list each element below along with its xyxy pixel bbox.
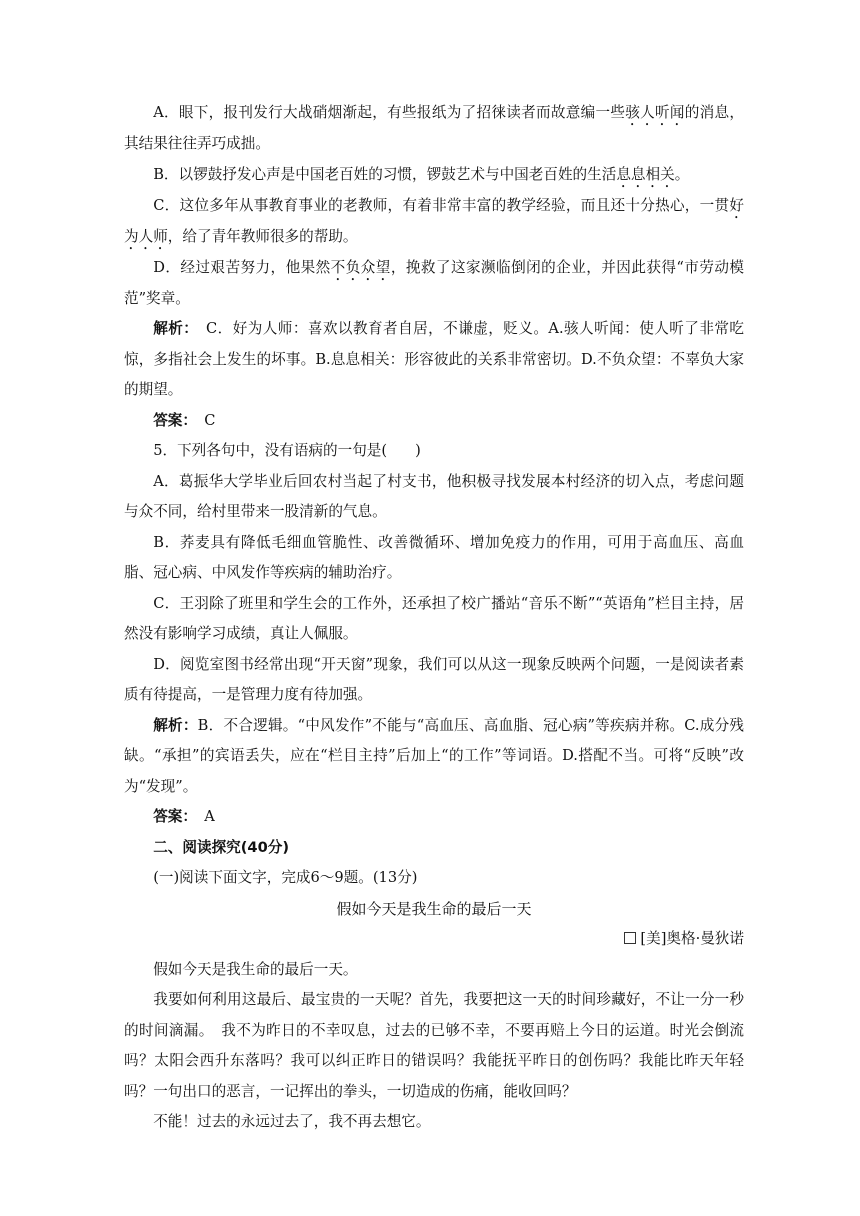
q4-option-c	[124, 191, 744, 253]
essay-paragraph-1: 假如今天是我生命的最后一天。	[153, 960, 358, 978]
option-text: ，给了青年教师很多的帮助。	[167, 227, 358, 245]
option-text: B．以锣鼓抒发心声是中国老百姓的习惯，锣鼓艺术与中国老百姓的生活	[153, 165, 617, 183]
q4-answer	[124, 406, 744, 437]
option-text: 。	[674, 165, 690, 183]
answer-value: A	[204, 808, 215, 825]
emphasized-idiom: 息息相关	[616, 165, 675, 183]
document-body	[124, 98, 744, 1138]
option-text: ，挽救了这家濒临倒闭的企业，并因此获得“市劳动模范”奖章。	[124, 258, 744, 307]
emphasized-idiom: 不负众望	[330, 258, 391, 276]
question-stem: 5．下列各句中，没有语病的一句是(	[153, 442, 388, 459]
q5-option-a: A．葛振华大学毕业后回农村当起了村支书，他积极寻找发展本村经济的切入点，考虑问题与众不同，给村里带来一股清新的气息。	[124, 472, 744, 520]
q4-option-d	[124, 253, 744, 315]
checkbox-icon	[624, 932, 636, 944]
q5-analysis	[124, 711, 744, 803]
essay-paragraph-2: 我要如何利用这最后、最宝贵的一天呢？首先，我要把这一天的时间珍藏好，不让一分一秒的时间滴漏。 我不为昨日的不幸叹息，过去的已够不幸，不要再赔上今日的运道。时光会倒流吗？太阳会西升东落吗？我可以纠正昨日的错误吗？我能抚平昨日的创伤吗？我能比昨天年轻吗？一句出口的恶言，一记挥出的拳头，一切造成的伤痛，能收回吗？	[124, 991, 744, 1100]
q4-analysis	[124, 314, 744, 406]
q5-answer	[124, 802, 744, 833]
option-text: 的消息，其结果往往弄巧成拙。	[124, 104, 744, 152]
answer-value: C	[204, 411, 216, 429]
q4-option-b	[124, 160, 744, 191]
essay-author	[124, 924, 744, 955]
essay-title: 假如今天是我生命的最后一天	[336, 899, 532, 918]
answer-label: 答案：	[153, 808, 190, 825]
q5-stem	[124, 436, 744, 467]
analysis-label: 解析：	[153, 716, 198, 734]
author-name: [美]奥格·曼狄诺	[640, 930, 744, 947]
question-stem-close: )	[415, 442, 421, 459]
answer-label: 答案：	[153, 411, 190, 429]
option-text: C．这位多年从事教育事业的老教师，有着非常丰富的教学经验，而且还十分热心，一贯	[153, 196, 730, 214]
section-heading: 二、阅读探究(40分)	[153, 838, 289, 856]
essay-paragraph-3: 不能！过去的永远过去了，我不再去想它。	[153, 1113, 431, 1130]
option-text: D．经过艰苦努力，他果然	[153, 258, 331, 276]
analysis-label: 解析：	[153, 320, 191, 337]
q5-option-b: B．荞麦具有降低毛细血管脆性、改善微循环、增加免疫力的作用，可用于高血压、高血脂、冠心病、中风发作等疾病的辅助治疗。	[124, 533, 744, 581]
emphasized-idiom: 骇人听闻	[625, 104, 685, 121]
q4-option-a	[124, 98, 744, 160]
option-text: A．眼下，报刊发行大战硝烟渐起，有些报纸为了招徕读者而故意编一些	[153, 104, 626, 121]
analysis-text: B．不合逻辑。“中风发作”不能与“高血压、高血脂、冠心病”等疾病并称。C.成分残缺。“承担”的宾语丢失，应在“栏目主持”后加上“的工作”等词语。D.搭配不当。可将“反映”改为“发现”。	[124, 716, 744, 795]
analysis-text: C．好为人师：喜欢以教育者自居，不谦虚，贬义。A.骇人听闻：使人听了非常吃惊，多指社会上发生的坏事。B.息息相关：形容彼此的关系非常密切。D.不负众望：不辜负大家的期望。	[124, 320, 744, 398]
q5-option-d: D．阅览室图书经常出现“开天窗”现象，我们可以从这一现象反映两个问题，一是阅读者素质有待提高，一是管理力度有待加强。	[124, 655, 744, 703]
emphasized-idiom: 好为人师	[124, 196, 744, 245]
section-instruction: (一)阅读下面文字，完成6～9题。(13分)	[153, 869, 418, 886]
q5-option-c: C．王羽除了班里和学生会的工作外，还承担了校广播站“音乐不断”“英语角”栏目主持，居然没有影响学习成绩，真让人佩服。	[124, 594, 744, 642]
